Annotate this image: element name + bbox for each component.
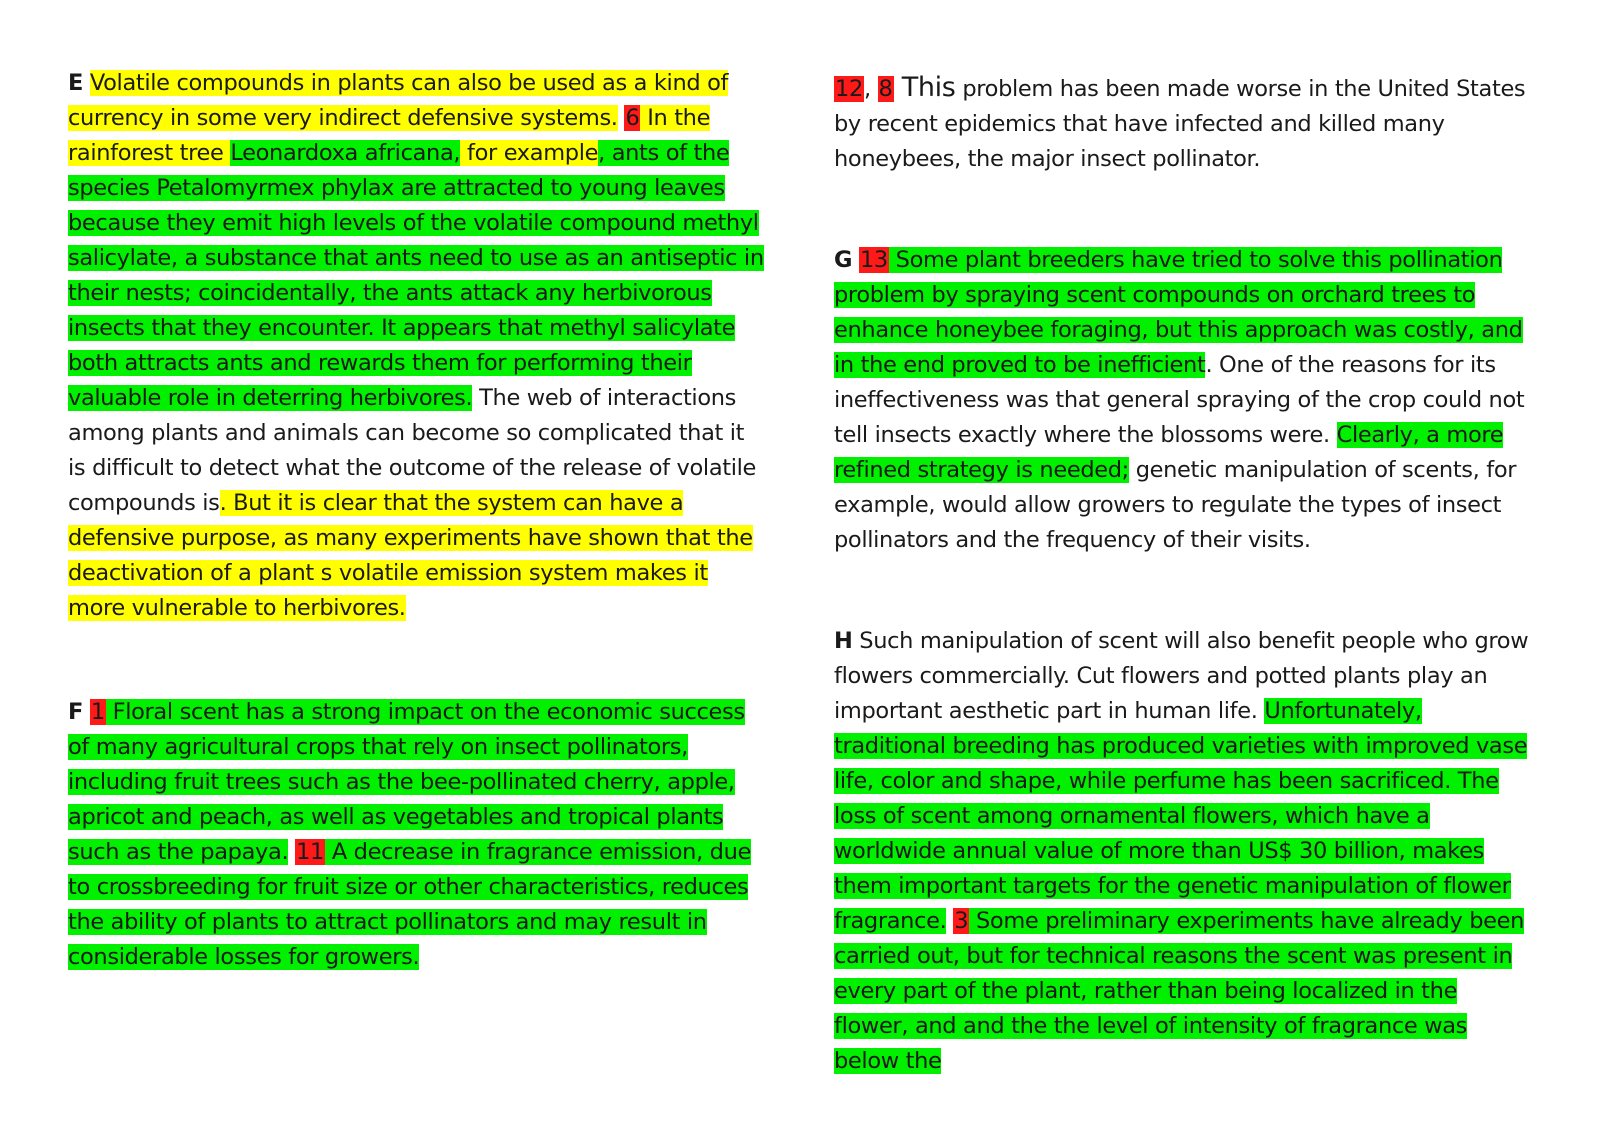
paragraph-body: [68, 699, 751, 970]
question-number-marker: 6: [625, 105, 640, 131]
green-highlight: Floral scent has a strong impact on the economic success of many agricultural crops that rely on insect pollinators, including fruit trees such as the bee-pollinated cherry, apple, apricot and peach, as well as vegetables and tropical plants such as the papaya.: [68, 699, 745, 865]
question-number-marker: 3: [954, 908, 969, 934]
paragraph-g: [834, 243, 1534, 558]
paragraph-body: [834, 628, 1528, 1074]
question-number-marker: 11: [296, 839, 325, 865]
question-number-marker: 13: [859, 247, 888, 273]
yellow-highlight: for example: [460, 140, 599, 166]
paragraph-body: [68, 70, 764, 621]
text-segment: Such manipulation of scent will also benefit people who grow flowers commercially. Cut flowers and potted plants play an important aesthetic part in human life.: [834, 628, 1529, 724]
green-highlight: A decrease in fragrance emission, due to crossbreeding for fruit size or other characteristics, reduces the ability of plants to attract pollinators and may result in considerable losses for growers.: [68, 839, 752, 970]
paragraph-f: [68, 695, 768, 975]
yellow-highlight: . But it is clear that the system can have a defensive purpose, as many experiments have shown that the deactivation of a plant s volatile emission system makes it more vulnerable to herbivores.: [68, 490, 753, 621]
paragraph-letter: G: [834, 247, 853, 273]
text-segment: problem has been made worse in the United States by recent epidemics that have infected and killed many honeybees, the major insect pollinator.: [834, 76, 1526, 172]
text-segment: The web of interactions among plants and animals can become so complicated that it is difficult to detect what the outcome of the release of volatile compounds is: [68, 385, 757, 516]
green-highlight: Some preliminary experiments have already been carried out, but for technical reasons the scent was present in every part of the plant, rather than being localized in the flower, and and the the level of intensity of fragrance was below the: [834, 908, 1525, 1074]
green-highlight: , ants of the species Petalomyrmex phylax are attracted to young leaves because they emit high levels of the volatile compound methyl salicylate, a substance that ants need to use as an antiseptic in their nests; coincidentally, the ants attack any herbivorous insects that they encounter. It appears that methyl salicylate both attracts ants and rewards them for performing their valuable role in deterring herbivores.: [68, 140, 764, 411]
question-number-marker: 8: [878, 76, 893, 102]
text-segment: . One of the reasons for its ineffectiveness was that general spraying of the crop could not tell insects exactly where the blossoms were.: [834, 352, 1525, 448]
paragraph-body: [834, 72, 1526, 172]
paragraph-h: [834, 624, 1534, 1079]
paragraph-letter: F: [68, 699, 84, 725]
green-highlight: Leonardoxa africana,: [230, 140, 461, 166]
text-segment: genetic manipulation of scents, for example, would allow growers to regulate the types of insect pollinators and the frequency of their visits.: [834, 457, 1517, 553]
paragraph-e: [68, 66, 768, 626]
paragraph-body: [834, 247, 1524, 553]
text-segment: ,: [863, 76, 878, 102]
yellow-highlight: In the rainforest tree: [68, 105, 711, 166]
green-highlight: Unfortunately, traditional breeding has produced varieties with improved vase life, color and shape, while perfume has been sacrificed. The loss of scent among ornamental flowers, which have a worldwide annual value of more than US$ 30 billion, makes them important targets for the genetic manipulation of flower fragrance.: [834, 698, 1528, 934]
left-column: [68, 66, 768, 975]
paragraph-continuation: [834, 70, 1534, 177]
right-column: [834, 70, 1534, 1079]
paragraph-letter: E: [68, 70, 84, 96]
yellow-highlight: Volatile compounds in plants can also be used as a kind of currency in some very indirect defensive systems.: [68, 70, 729, 131]
question-number-marker: 1: [90, 699, 105, 725]
text-segment: This: [893, 72, 956, 103]
question-number-marker: 12: [835, 76, 863, 102]
green-highlight: Clearly, a more refined strategy is needed;: [834, 422, 1504, 483]
green-highlight: Some plant breeders have tried to solve this pollination problem by spraying scent compounds on orchard trees to enhance honeybee foraging, but this approach was costly, and in the end proved to be inefficient: [834, 247, 1523, 378]
paragraph-letter: H: [834, 628, 853, 654]
